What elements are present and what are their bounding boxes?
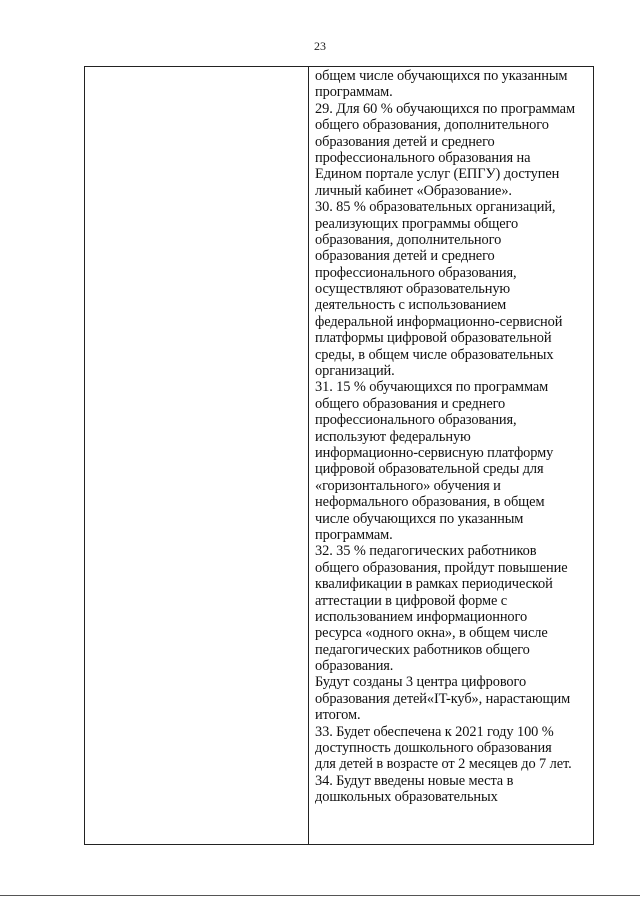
text-line: дошкольных образовательных (315, 789, 498, 806)
text-line: личный кабинет «Образование». (315, 182, 512, 199)
text-line: аттестации в цифровой форме с (315, 592, 508, 609)
text-line: деятельность с использованием (315, 297, 507, 314)
text-line: профессионального образования, (315, 264, 517, 281)
text-line: программам. (315, 84, 393, 101)
text-line: профессионального образования на (315, 149, 531, 166)
right-column-cell (315, 68, 593, 806)
text-line: ресурса «одного окна», в общем числе (315, 625, 548, 642)
text-line: общем числе обучающихся по указанным (315, 68, 568, 84)
text-line: платформы цифровой образовательной (315, 330, 552, 347)
text-line: используют федеральную (315, 428, 471, 445)
text-line: доступность дошкольного образования (315, 740, 552, 757)
document-table (84, 66, 594, 845)
text-line: организаций. (315, 363, 395, 380)
text-line: образования детей и среднего (315, 133, 495, 150)
text-line: осуществляют образовательную (315, 281, 511, 298)
text-line: 33. Будет обеспечена к 2021 году 100 % (315, 723, 554, 740)
text-line: образования. (315, 658, 394, 675)
text-line: общего образования и среднего (315, 395, 506, 412)
text-line: информационно-сервисную платформу (315, 444, 554, 461)
text-line: 29. Для 60 % обучающихся по программам (315, 100, 575, 117)
text-line: 34. Будут введены новые места в (315, 772, 514, 789)
text-line: 32. 35 % педагогических работников (315, 543, 537, 560)
text-line: программам. (315, 526, 393, 543)
text-line: профессионального образования, (315, 412, 517, 429)
text-line: для детей в возрасте от 2 месяцев до 7 лет. (315, 756, 572, 773)
text-line: цифровой образовательной среды для (315, 461, 544, 478)
text-line: среды, в общем числе образовательных (315, 346, 554, 363)
text-line: реализующих программы общего (315, 215, 519, 232)
text-line: общего образования, дополнительного (315, 117, 549, 134)
text-line: федеральной информационно-сервисной (315, 313, 563, 330)
text-line: Едином портале услуг (ЕПГУ) доступен (315, 166, 560, 183)
text-line: образования детей и среднего (315, 248, 495, 265)
text-line: общего образования, пройдут повышение (315, 559, 568, 576)
page-bottom-rule (0, 895, 640, 896)
text-line: квалификации в рамках периодической (315, 576, 553, 593)
text-line: «горизонтального» обучения и (315, 477, 501, 494)
text-line: использованием информационного (315, 608, 528, 625)
text-line: образования детей«IT-куб», нарастающим (315, 690, 571, 707)
page-number: 23 (314, 39, 326, 53)
text-line: 30. 85 % образовательных организаций, (315, 199, 556, 216)
text-line: Будут созданы 3 центра цифрового (315, 674, 527, 691)
text-line: числе обучающихся по указанным (315, 510, 524, 527)
text-line: итогом. (315, 707, 361, 724)
column-divider (308, 67, 309, 844)
text-line: 31. 15 % обучающихся по программам (315, 379, 549, 396)
text-line: неформального образования, в общем (315, 494, 545, 511)
text-line: образования, дополнительного (315, 231, 502, 248)
text-line: педагогических работников общего (315, 641, 530, 658)
